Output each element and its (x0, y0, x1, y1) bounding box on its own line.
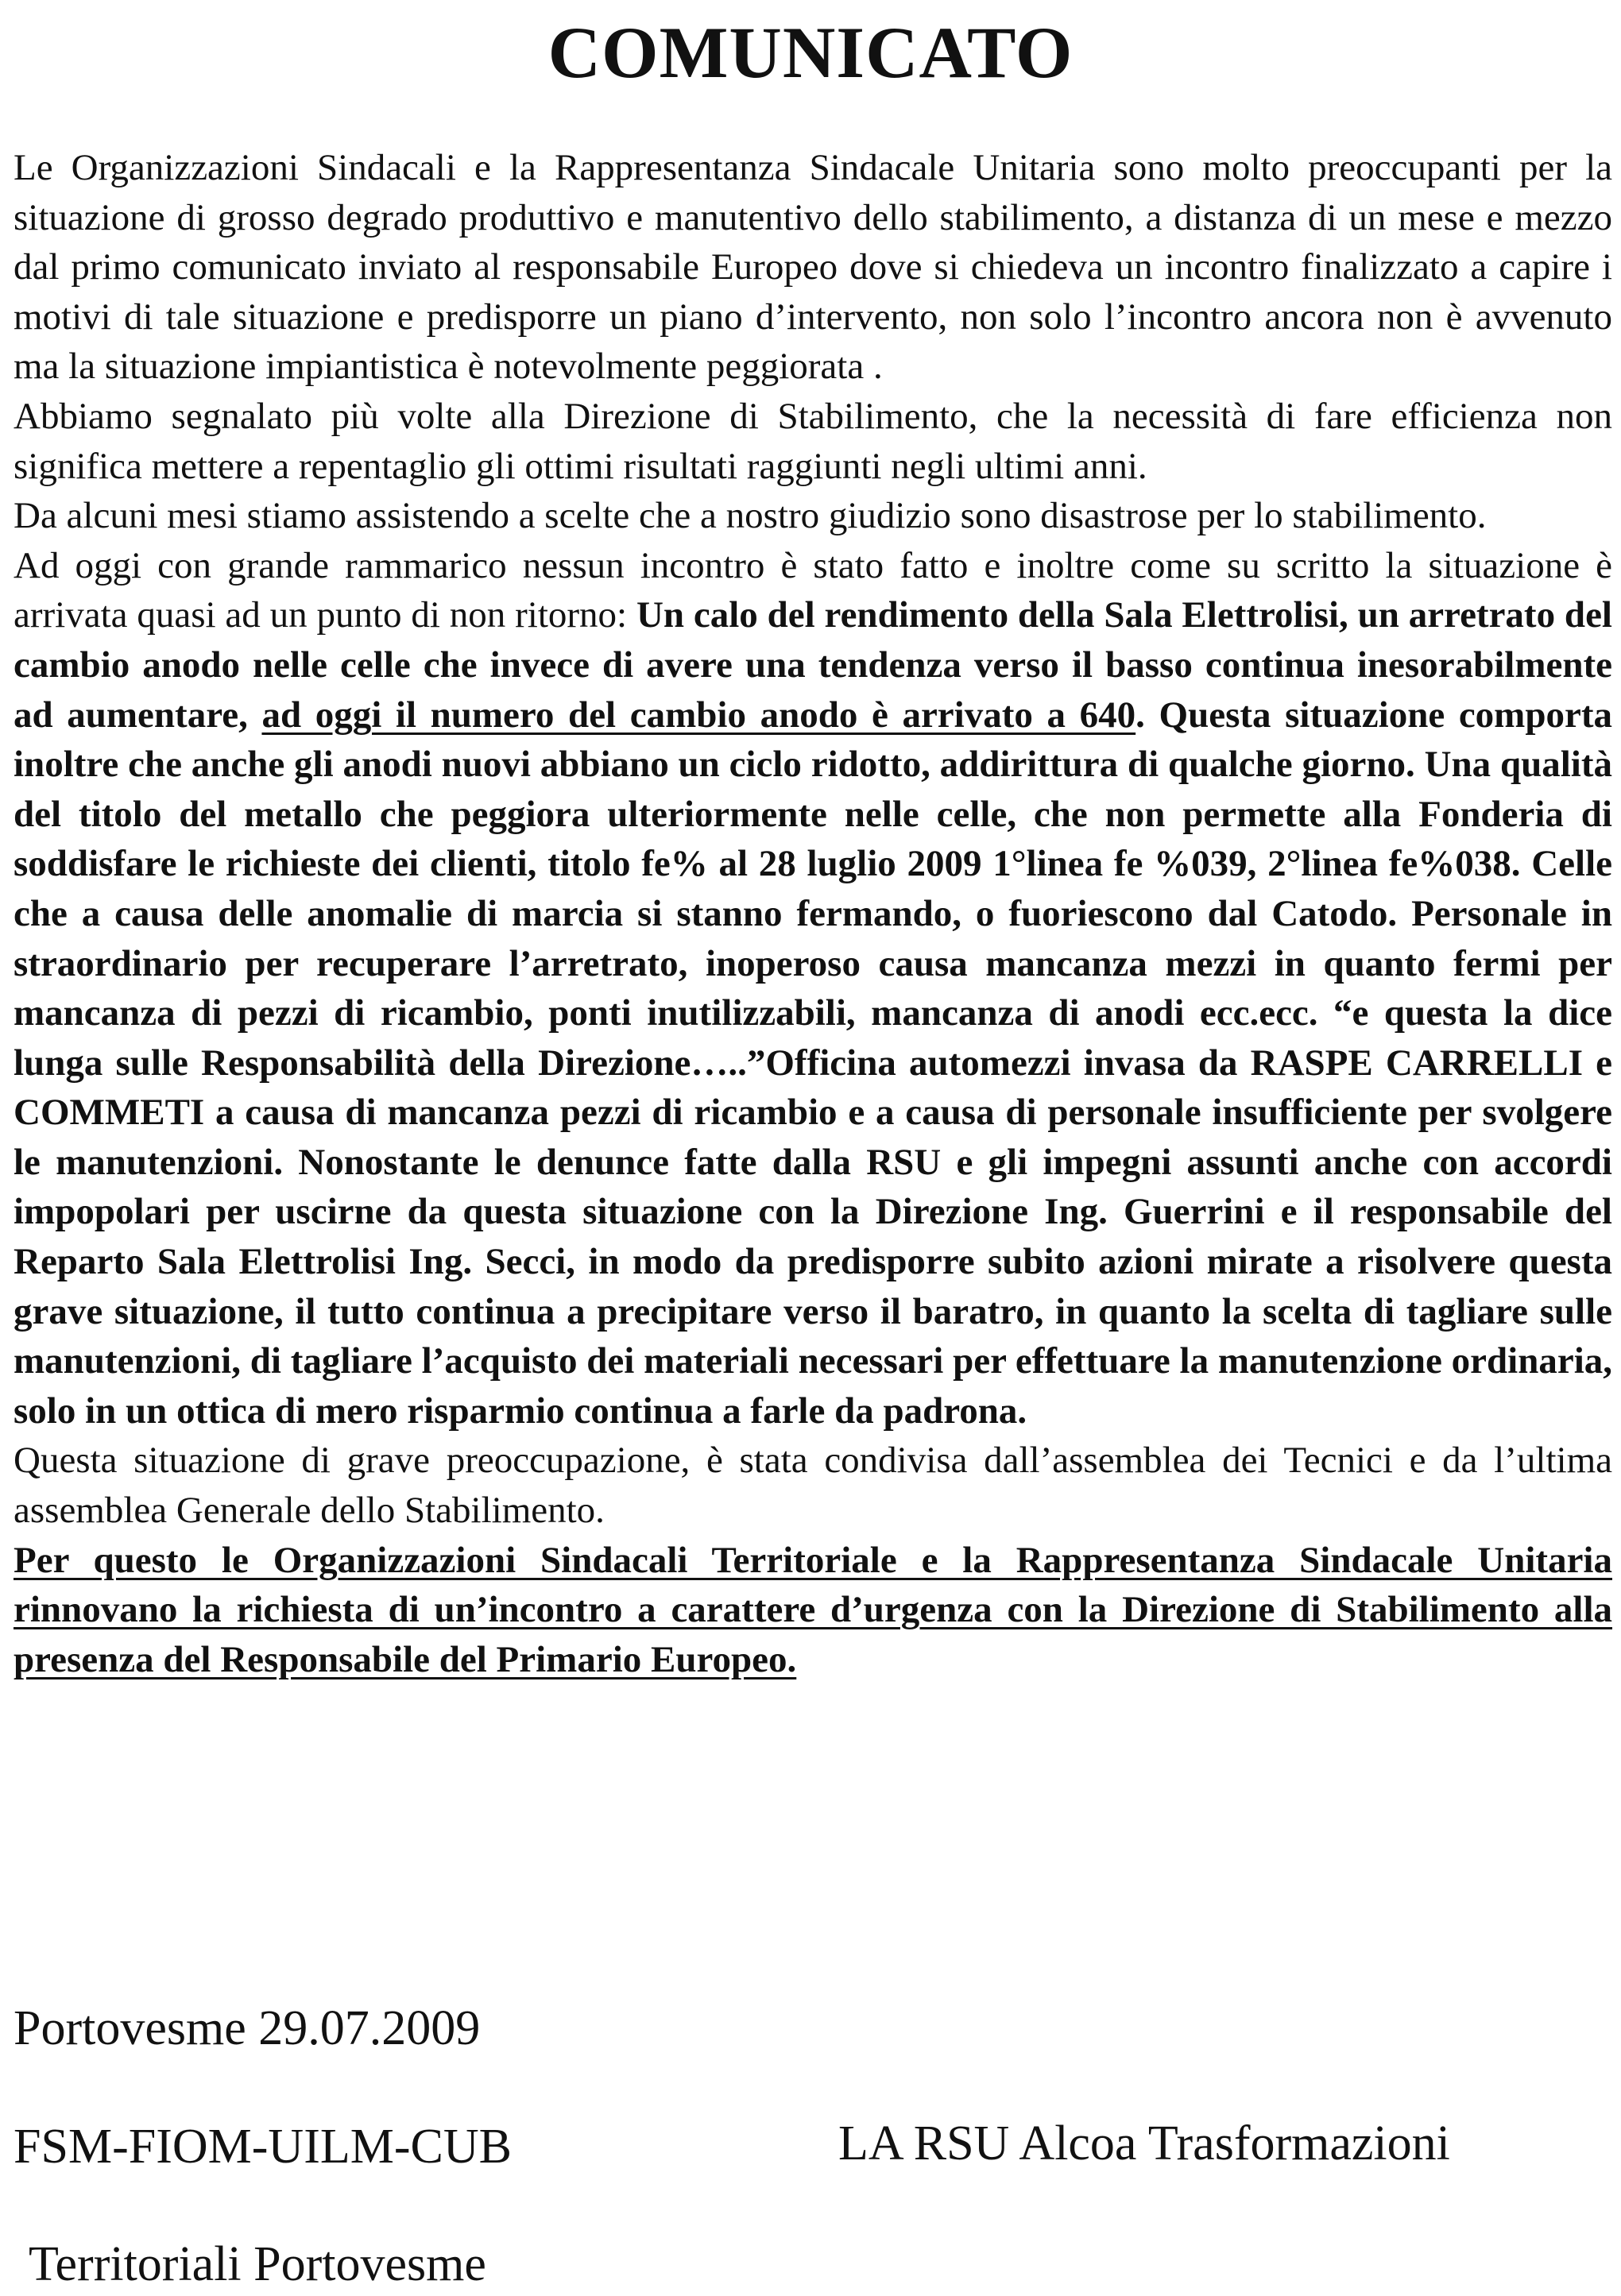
paragraph-4-intro: Ad oggi con grande rammarico nessun incontro è stato fatto e inoltre come su scritto la situazione è arrivata quasi ad un punto di non ritorno: (14, 544, 1612, 636)
signer-rsu: LA RSU Alcoa Trasformazioni (838, 2116, 1450, 2170)
signer-unions: FSM-FIOM-UILM-CUB (14, 2120, 512, 2174)
paragraph-4-underlined-figure: ad oggi il numero del cambio anodo è arrivato a 640 (261, 694, 1136, 736)
document-title: COMUNICATO (547, 12, 1074, 93)
paragraph-1: Le Organizzazioni Sindacali e la Rappresentanza Sindacale Unitaria sono molto preoccupanti per la situazione di grosso degrado produttivo e manutentivo dello stabilimento, a distanza di un mese e mezzo dal primo comunicato inviato al responsabile Europeo dove si chiedeva un incontro finalizzato a capire i motivi di tale situazione e predisporre un piano d’intervento, non solo l’incontro ancora non è avvenuto ma la situazione impiantistica è notevolmente peggiorata . (14, 147, 1612, 388)
paragraph-4-bold-part-2: . Questa situazione comporta inoltre che anche gli anodi nuovi abbiano un ciclo ridotto, addirittura di qualche giorno. Una qualità del titolo del metallo che peggiora ulteriormente nelle celle, che non permette alla Fonderia di soddisfare le richieste dei clienti, titolo fe% al 28 luglio 2009 1°linea fe %039, 2°linea fe%038. Celle che a causa delle anomalie di marcia si stanno fermando, o fuoriescono dal Catodo. Personale in straordinario per recuperare l’arretrato, inoperoso causa mancanza mezzi in quanto fermi per mancanza di pezzi di ricambio, ponti inutilizzabili, mancanza di anodi ecc.ecc. “e questa la dice lunga sulle Responsabilità della Direzione…..”Officina automezzi invasa da RASPE CARRELLI e COMMETI a causa di mancanza pezzi di ricambio e a causa di personale insufficiente per svolgere le manutenzioni. Nonostante le denunce fatte dalla RSU e gli impegni assunti anche con accordi impopolari per uscirne da questa situazione con la Direzione Ing. Guerrini e il responsabile del Reparto Sala Elettrolisi Ing. Secci, in modo da predisporre subito azioni mirate a risolvere questa grave situazione, il tutto continua a precipitare verso il baratro, in quanto la scelta di tagliare sulle manutenzioni, di tagliare l’acquisto dei materiali necessari per effettuare la manutenzione ordinaria, solo in un ottica di mero risparmio continua a farle da padrona. (14, 694, 1612, 1432)
paragraph-6-request: Per questo le Organizzazioni Sindacali Territoriale e la Rappresentanza Sindacale Unitaria rinnovano la richiesta di un’incontro a carattere d’urgenza con la Direzione di Stabilimento alla presenza del Responsabile del Primario Europeo. (14, 1539, 1612, 1680)
place-and-date: Portovesme 29.07.2009 (14, 2001, 481, 2055)
paragraph-2: Abbiamo segnalato più volte alla Direzione di Stabilimento, che la necessità di fare efficienza non significa mettere a repentaglio gli ottimi risultati raggiunti negli ultimi anni. (14, 395, 1612, 487)
document-body (14, 143, 1612, 1684)
paragraph-5: Questa situazione di grave preoccupazione, è stata condivisa dall’assemblea dei Tecnici e da l’ultima assemblea Generale dello Stabilimento. (14, 1440, 1612, 1532)
paragraph-3: Da alcuni mesi stiamo assistendo a scelte che a nostro giudizio sono disastrose per lo stabilimento. (14, 495, 1487, 537)
signer-unions-territory: Territoriali Portovesme (29, 2237, 486, 2291)
paragraph-4-bold-part-1: Un calo del rendimento della Sala Elettrolisi, un arretrato del cambio anodo nelle celle che invece di avere una tendenza verso il basso continua inesorabilmente ad aumentare, (14, 594, 1612, 736)
paragraph-4 (14, 541, 1612, 1436)
